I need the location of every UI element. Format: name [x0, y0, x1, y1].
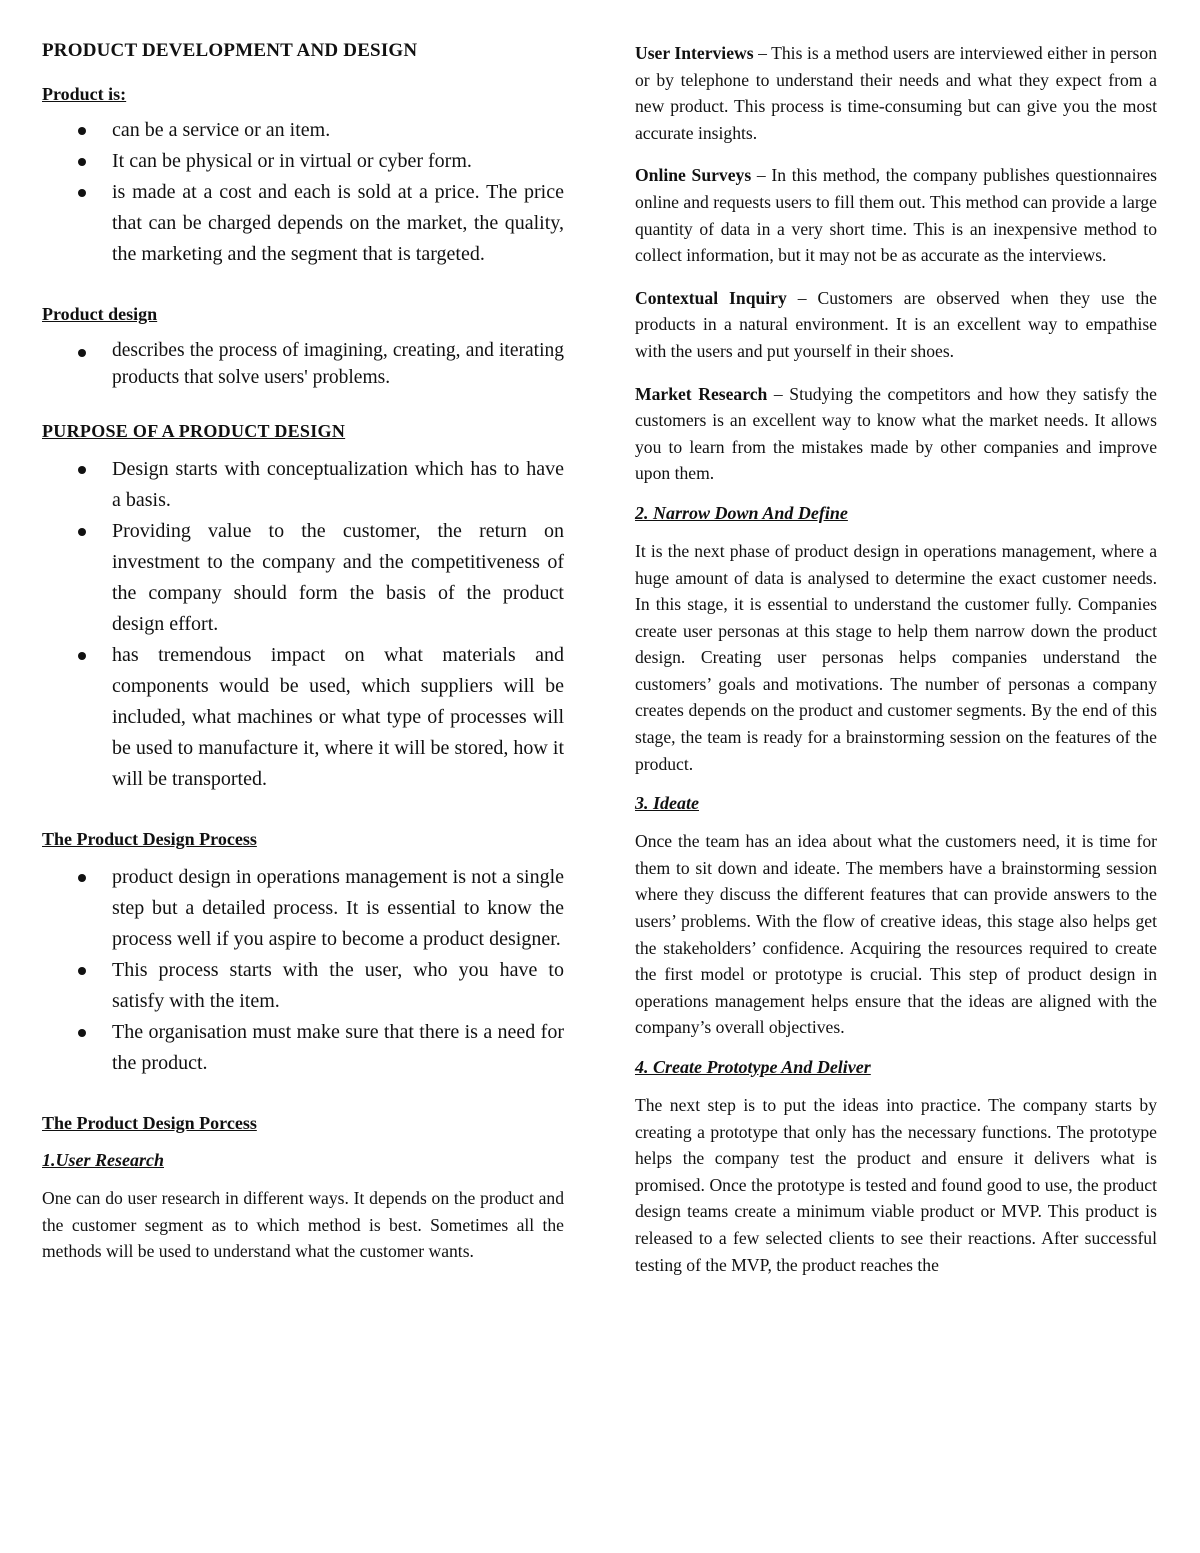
method-lead: User Interviews: [635, 43, 754, 63]
product-is-list: [42, 115, 564, 270]
method-text: – In this method, the company publishes questionnaires online and requests users to fill them out. This method can provide a large quantity of data in a very short time. This is an inexpensive method to collect information, but it may not be as accurate as the interviews.: [635, 165, 1157, 266]
method-lead: Contextual Inquiry: [635, 287, 787, 308]
product-design-list: [42, 337, 564, 391]
method-lead: Market Research: [635, 383, 768, 404]
list-item: It can be physical or in virtual or cyber form.: [112, 146, 564, 177]
list-item: The organisation must make sure that there is a need for the product.: [112, 1017, 564, 1079]
product-is-heading: Product is:: [42, 84, 127, 104]
step2-text: It is the next phase of product design in operations management, where a huge amount of data is analysed to determine the exact customer needs. In this stage, it is essential to understand the customer fully. Companies create user personas at this stage to help them narrow down the product design. Creating user personas helps companies understand the customers’ goals and motivations. The number of personas a company creates depends on the product and customer segments. By the end of this stage, the team is ready for a brainstorming session on the features of the product.: [635, 540, 1157, 774]
method-text: – This is a method users are interviewed either in person or by telephone to understand their needs and what they expect from a new product. This process is time-consuming but can give you the most accurate insights.: [635, 43, 1158, 143]
method-online-surveys: [635, 162, 1157, 268]
step4-text: The next step is to put the ideas into practice. The company starts by creating a prototype that only has the necessary functions. The prototype helps the company test the product and ensure it delivers what is promised. Once the prototype is tested and found good to use, the product design teams create a minimum viable product or MVP. This product is released to a few selected clients to see their reactions. After successful testing of the MVP, the product reaches the: [635, 1095, 1157, 1275]
purpose-heading: PURPOSE OF A PRODUCT DESIGN: [42, 421, 346, 441]
process-heading: The Product Design Process: [42, 829, 257, 849]
list-item: describes the process of imagining, creating, and iterating products that solve users' problems.: [112, 337, 564, 391]
method-lead: Online Surveys: [635, 165, 752, 186]
step2-heading: 2. Narrow Down And Define: [635, 502, 848, 523]
list-item: Providing value to the customer, the return on investment to the company and the competitiveness of the company should form the basis of the product design effort.: [112, 516, 564, 640]
document-title: PRODUCT DEVELOPMENT AND DESIGN: [42, 40, 418, 61]
step4-heading: 4. Create Prototype And Deliver: [635, 1057, 871, 1077]
method-user-interviews: [635, 40, 1157, 146]
method-text: – Customers are observed when they use the products in a natural environment. It is an excellent way to empathise with the users and put yourself in their shoes.: [635, 287, 1157, 361]
list-item: This process starts with the user, who you have to satisfy with the item.: [112, 955, 564, 1017]
method-contextual-inquiry: [635, 285, 1157, 365]
right-column: [635, 40, 1157, 1278]
step3-heading: 3. Ideate: [635, 793, 699, 814]
list-item: can be a service or an item.: [112, 115, 564, 146]
step1-text: One can do user research in different ways. It depends on the product and the customer segment as to which method is best. Sometimes all the methods will be used to understand what the customer wants.: [42, 1188, 564, 1262]
process-list: [42, 862, 564, 1079]
step3-text: Once the team has an idea about what the customers need, it is time for them to sit down and ideate. The members have a brainstorming session where they discuss the different features that can provide answers to the users’ problems. With the flow of creative ideas, this stage also helps get the stakeholders’ confidence. Acquiring the resources required to create the first model or prototype is crucial. This step of product design in operations management helps ensure that the ideas are aligned with the company’s overall objectives.: [635, 831, 1157, 1038]
list-item: has tremendous impact on what materials and components would be used, which suppliers will be included, what machines or what type of processes will be used to manufacture it, where it will be stored, how it will be transported.: [112, 640, 564, 795]
list-item: Design starts with conceptualization which has to have a basis.: [112, 454, 564, 516]
purpose-list: [42, 454, 564, 795]
method-text: – Studying the competitors and how they satisfy the customers is an excellent way to know what the market needs. It allows you to learn from the mistakes made by other companies and improve upon them.: [635, 383, 1157, 484]
method-market-research: [635, 381, 1157, 487]
step1-heading: 1.User Research: [42, 1150, 164, 1170]
list-item: is made at a cost and each is sold at a price. The price that can be charged depends on the market, the quality, the marketing and the segment that is targeted.: [112, 177, 564, 270]
product-design-heading: Product design: [42, 304, 158, 324]
porcess-heading: The Product Design Porcess: [42, 1113, 257, 1133]
left-column: [42, 40, 564, 1281]
list-item: product design in operations management is not a single step but a detailed process. It is essential to know the process well if you aspire to become a product designer.: [112, 862, 564, 955]
